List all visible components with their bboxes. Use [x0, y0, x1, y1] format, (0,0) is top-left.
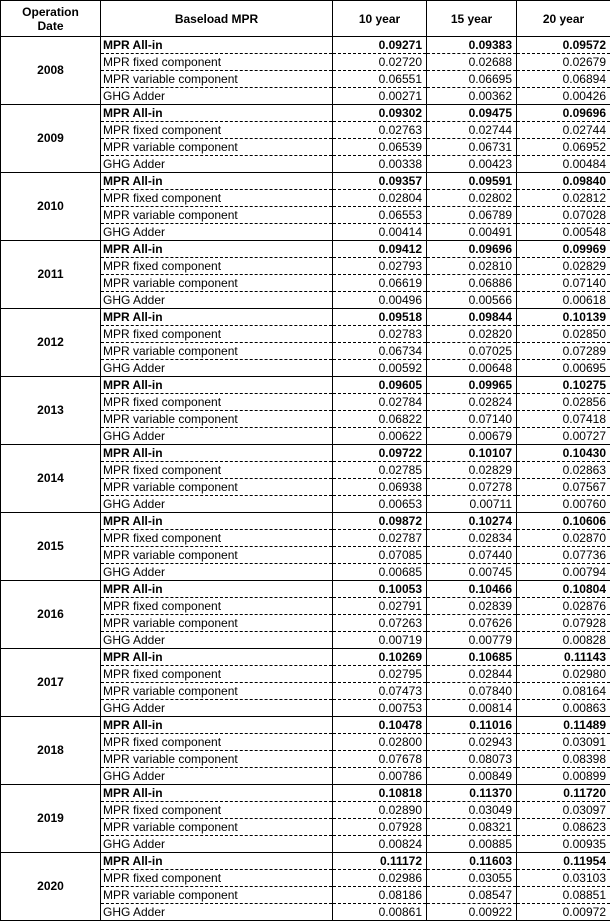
row-label: MPR variable component: [101, 479, 333, 496]
value-cell: 0.02679: [517, 54, 610, 71]
value-cell: 0.09302: [333, 105, 427, 122]
value-cell: 0.02890: [333, 802, 427, 819]
table-row: [1, 105, 610, 122]
operation-year: 2019: [1, 785, 101, 853]
value-cell: 0.02863: [517, 462, 610, 479]
row-label: MPR fixed component: [101, 54, 333, 71]
value-cell: 0.08547: [427, 887, 517, 904]
value-cell: 0.09696: [427, 241, 517, 258]
value-cell: 0.00618: [517, 292, 610, 309]
table-row: [1, 581, 610, 598]
table-body: [1, 37, 610, 921]
row-label: MPR variable component: [101, 887, 333, 904]
value-cell: 0.06952: [517, 139, 610, 156]
value-cell: 0.02824: [427, 394, 517, 411]
value-cell: 0.06539: [333, 139, 427, 156]
value-cell: 0.02834: [427, 530, 517, 547]
value-cell: 0.00861: [333, 904, 427, 921]
value-cell: 0.00727: [517, 428, 610, 445]
value-cell: 0.09518: [333, 309, 427, 326]
value-cell: 0.02829: [517, 258, 610, 275]
row-label: MPR fixed component: [101, 734, 333, 751]
value-cell: 0.10466: [427, 581, 517, 598]
value-cell: 0.00711: [427, 496, 517, 513]
value-cell: 0.00849: [427, 768, 517, 785]
value-cell: 0.09722: [333, 445, 427, 462]
value-cell: 0.00566: [427, 292, 517, 309]
row-label: MPR fixed component: [101, 326, 333, 343]
row-label: MPR fixed component: [101, 530, 333, 547]
value-cell: 0.02795: [333, 666, 427, 683]
row-label: MPR All-in: [101, 377, 333, 394]
row-label: GHG Adder: [101, 292, 333, 309]
value-cell: 0.10269: [333, 649, 427, 666]
operation-year: 2015: [1, 513, 101, 581]
operation-year: 2009: [1, 105, 101, 173]
value-cell: 0.10430: [517, 445, 610, 462]
value-cell: 0.00653: [333, 496, 427, 513]
row-label: MPR variable component: [101, 683, 333, 700]
value-cell: 0.00824: [333, 836, 427, 853]
row-label: GHG Adder: [101, 700, 333, 717]
value-cell: 0.11143: [517, 649, 610, 666]
row-label: MPR fixed component: [101, 122, 333, 139]
value-cell: 0.11172: [333, 853, 427, 870]
value-cell: 0.09696: [517, 105, 610, 122]
value-cell: 0.02791: [333, 598, 427, 615]
value-cell: 0.02986: [333, 870, 427, 887]
value-cell: 0.09383: [427, 37, 517, 54]
row-label: GHG Adder: [101, 88, 333, 105]
value-cell: 0.02804: [333, 190, 427, 207]
value-cell: 0.06894: [517, 71, 610, 88]
value-cell: 0.02802: [427, 190, 517, 207]
value-cell: 0.07140: [517, 275, 610, 292]
value-cell: 0.06886: [427, 275, 517, 292]
value-cell: 0.06551: [333, 71, 427, 88]
value-cell: 0.00592: [333, 360, 427, 377]
value-cell: 0.07626: [427, 615, 517, 632]
row-label: GHG Adder: [101, 836, 333, 853]
value-cell: 0.07840: [427, 683, 517, 700]
value-cell: 0.00863: [517, 700, 610, 717]
value-cell: 0.11603: [427, 853, 517, 870]
value-cell: 0.02744: [517, 122, 610, 139]
value-cell: 0.00885: [427, 836, 517, 853]
value-cell: 0.10274: [427, 513, 517, 530]
value-cell: 0.00484: [517, 156, 610, 173]
operation-year: 2020: [1, 853, 101, 921]
value-cell: 0.08623: [517, 819, 610, 836]
value-cell: 0.07418: [517, 411, 610, 428]
value-cell: 0.08851: [517, 887, 610, 904]
value-cell: 0.09844: [427, 309, 517, 326]
value-cell: 0.00922: [427, 904, 517, 921]
value-cell: 0.02720: [333, 54, 427, 71]
value-cell: 0.07736: [517, 547, 610, 564]
value-cell: 0.00935: [517, 836, 610, 853]
value-cell: 0.00496: [333, 292, 427, 309]
value-cell: 0.10053: [333, 581, 427, 598]
value-cell: 0.09357: [333, 173, 427, 190]
value-cell: 0.11489: [517, 717, 610, 734]
table-row: [1, 649, 610, 666]
row-label: GHG Adder: [101, 496, 333, 513]
value-cell: 0.00426: [517, 88, 610, 105]
value-cell: 0.00786: [333, 768, 427, 785]
table-row: [1, 309, 610, 326]
row-label: MPR All-in: [101, 649, 333, 666]
value-cell: 0.02844: [427, 666, 517, 683]
value-cell: 0.00679: [427, 428, 517, 445]
operation-year: 2008: [1, 37, 101, 105]
row-label: MPR All-in: [101, 445, 333, 462]
value-cell: 0.00760: [517, 496, 610, 513]
value-cell: 0.02829: [427, 462, 517, 479]
value-cell: 0.00695: [517, 360, 610, 377]
row-label: MPR All-in: [101, 853, 333, 870]
value-cell: 0.03097: [517, 802, 610, 819]
header-15-year: 15 year: [427, 1, 517, 37]
value-cell: 0.06938: [333, 479, 427, 496]
value-cell: 0.10139: [517, 309, 610, 326]
row-label: MPR variable component: [101, 615, 333, 632]
value-cell: 0.10107: [427, 445, 517, 462]
value-cell: 0.02744: [427, 122, 517, 139]
value-cell: 0.03049: [427, 802, 517, 819]
value-cell: 0.07028: [517, 207, 610, 224]
value-cell: 0.00779: [427, 632, 517, 649]
row-label: MPR All-in: [101, 581, 333, 598]
value-cell: 0.02787: [333, 530, 427, 547]
operation-year: 2016: [1, 581, 101, 649]
row-label: MPR fixed component: [101, 394, 333, 411]
value-cell: 0.06695: [427, 71, 517, 88]
value-cell: 0.09591: [427, 173, 517, 190]
value-cell: 0.03055: [427, 870, 517, 887]
value-cell: 0.00414: [333, 224, 427, 241]
row-label: MPR variable component: [101, 139, 333, 156]
value-cell: 0.11016: [427, 717, 517, 734]
value-cell: 0.07928: [517, 615, 610, 632]
value-cell: 0.09572: [517, 37, 610, 54]
value-cell: 0.02943: [427, 734, 517, 751]
value-cell: 0.00338: [333, 156, 427, 173]
operation-year: 2013: [1, 377, 101, 445]
value-cell: 0.02800: [333, 734, 427, 751]
row-label: MPR variable component: [101, 71, 333, 88]
value-cell: 0.10804: [517, 581, 610, 598]
value-cell: 0.06553: [333, 207, 427, 224]
value-cell: 0.02856: [517, 394, 610, 411]
value-cell: 0.00685: [333, 564, 427, 581]
operation-year: 2018: [1, 717, 101, 785]
value-cell: 0.10606: [517, 513, 610, 530]
row-label: GHG Adder: [101, 768, 333, 785]
value-cell: 0.07025: [427, 343, 517, 360]
value-cell: 0.00423: [427, 156, 517, 173]
row-label: MPR variable component: [101, 275, 333, 292]
value-cell: 0.02763: [333, 122, 427, 139]
row-label: GHG Adder: [101, 632, 333, 649]
value-cell: 0.03103: [517, 870, 610, 887]
value-cell: 0.07678: [333, 751, 427, 768]
operation-year: 2011: [1, 241, 101, 309]
value-cell: 0.08321: [427, 819, 517, 836]
row-label: MPR All-in: [101, 717, 333, 734]
value-cell: 0.00814: [427, 700, 517, 717]
value-cell: 0.00362: [427, 88, 517, 105]
row-label: GHG Adder: [101, 428, 333, 445]
value-cell: 0.07263: [333, 615, 427, 632]
value-cell: 0.00271: [333, 88, 427, 105]
value-cell: 0.08164: [517, 683, 610, 700]
row-label: GHG Adder: [101, 904, 333, 921]
value-cell: 0.02839: [427, 598, 517, 615]
value-cell: 0.02793: [333, 258, 427, 275]
value-cell: 0.07440: [427, 547, 517, 564]
value-cell: 0.09475: [427, 105, 517, 122]
value-cell: 0.09969: [517, 241, 610, 258]
value-cell: 0.02850: [517, 326, 610, 343]
value-cell: 0.09965: [427, 377, 517, 394]
row-label: MPR fixed component: [101, 666, 333, 683]
table-row: [1, 513, 610, 530]
value-cell: 0.09840: [517, 173, 610, 190]
value-cell: 0.02876: [517, 598, 610, 615]
table-row: [1, 377, 610, 394]
row-label: GHG Adder: [101, 564, 333, 581]
value-cell: 0.07278: [427, 479, 517, 496]
value-cell: 0.00828: [517, 632, 610, 649]
value-cell: 0.10818: [333, 785, 427, 802]
value-cell: 0.11370: [427, 785, 517, 802]
header-10-year: 10 year: [333, 1, 427, 37]
row-label: MPR All-in: [101, 37, 333, 54]
value-cell: 0.02784: [333, 394, 427, 411]
row-label: MPR fixed component: [101, 870, 333, 887]
value-cell: 0.00548: [517, 224, 610, 241]
value-cell: 0.02785: [333, 462, 427, 479]
operation-year: 2010: [1, 173, 101, 241]
value-cell: 0.02812: [517, 190, 610, 207]
value-cell: 0.09872: [333, 513, 427, 530]
operation-year: 2017: [1, 649, 101, 717]
value-cell: 0.00622: [333, 428, 427, 445]
value-cell: 0.11954: [517, 853, 610, 870]
value-cell: 0.00899: [517, 768, 610, 785]
value-cell: 0.08398: [517, 751, 610, 768]
value-cell: 0.02783: [333, 326, 427, 343]
row-label: MPR All-in: [101, 309, 333, 326]
row-label: MPR All-in: [101, 173, 333, 190]
header-row: [1, 1, 610, 37]
value-cell: 0.07140: [427, 411, 517, 428]
value-cell: 0.00648: [427, 360, 517, 377]
value-cell: 0.02820: [427, 326, 517, 343]
table-row: [1, 785, 610, 802]
value-cell: 0.07567: [517, 479, 610, 496]
value-cell: 0.06789: [427, 207, 517, 224]
value-cell: 0.03091: [517, 734, 610, 751]
value-cell: 0.09605: [333, 377, 427, 394]
value-cell: 0.06822: [333, 411, 427, 428]
table-row: [1, 241, 610, 258]
row-label: MPR fixed component: [101, 802, 333, 819]
row-label: MPR variable component: [101, 751, 333, 768]
row-label: GHG Adder: [101, 224, 333, 241]
row-label: MPR variable component: [101, 207, 333, 224]
row-label: MPR variable component: [101, 547, 333, 564]
row-label: MPR All-in: [101, 785, 333, 802]
value-cell: 0.10685: [427, 649, 517, 666]
value-cell: 0.00745: [427, 564, 517, 581]
value-cell: 0.07289: [517, 343, 610, 360]
value-cell: 0.10478: [333, 717, 427, 734]
header-20-year: 20 year: [517, 1, 610, 37]
row-label: MPR fixed component: [101, 190, 333, 207]
table-row: [1, 37, 610, 54]
value-cell: 0.02688: [427, 54, 517, 71]
value-cell: 0.08073: [427, 751, 517, 768]
operation-year: 2014: [1, 445, 101, 513]
value-cell: 0.11720: [517, 785, 610, 802]
value-cell: 0.07085: [333, 547, 427, 564]
value-cell: 0.06734: [333, 343, 427, 360]
row-label: MPR fixed component: [101, 462, 333, 479]
header-baseload-mpr: Baseload MPR: [101, 1, 333, 37]
header-operation-date: Operation Date: [1, 1, 101, 37]
row-label: MPR fixed component: [101, 598, 333, 615]
value-cell: 0.00794: [517, 564, 610, 581]
row-label: MPR variable component: [101, 819, 333, 836]
value-cell: 0.02870: [517, 530, 610, 547]
value-cell: 0.06731: [427, 139, 517, 156]
value-cell: 0.02980: [517, 666, 610, 683]
value-cell: 0.00972: [517, 904, 610, 921]
row-label: MPR All-in: [101, 513, 333, 530]
value-cell: 0.02810: [427, 258, 517, 275]
value-cell: 0.10275: [517, 377, 610, 394]
row-label: MPR variable component: [101, 343, 333, 360]
row-label: MPR fixed component: [101, 258, 333, 275]
value-cell: 0.00753: [333, 700, 427, 717]
value-cell: 0.07473: [333, 683, 427, 700]
operation-year: 2012: [1, 309, 101, 377]
row-label: GHG Adder: [101, 360, 333, 377]
value-cell: 0.00491: [427, 224, 517, 241]
value-cell: 0.08186: [333, 887, 427, 904]
table-row: [1, 445, 610, 462]
row-label: MPR All-in: [101, 241, 333, 258]
value-cell: 0.07928: [333, 819, 427, 836]
value-cell: 0.00719: [333, 632, 427, 649]
table-row: [1, 853, 610, 870]
table-row: [1, 717, 610, 734]
table-row: [1, 173, 610, 190]
row-label: MPR variable component: [101, 411, 333, 428]
value-cell: 0.06619: [333, 275, 427, 292]
value-cell: 0.09271: [333, 37, 427, 54]
row-label: GHG Adder: [101, 156, 333, 173]
value-cell: 0.09412: [333, 241, 427, 258]
row-label: MPR All-in: [101, 105, 333, 122]
